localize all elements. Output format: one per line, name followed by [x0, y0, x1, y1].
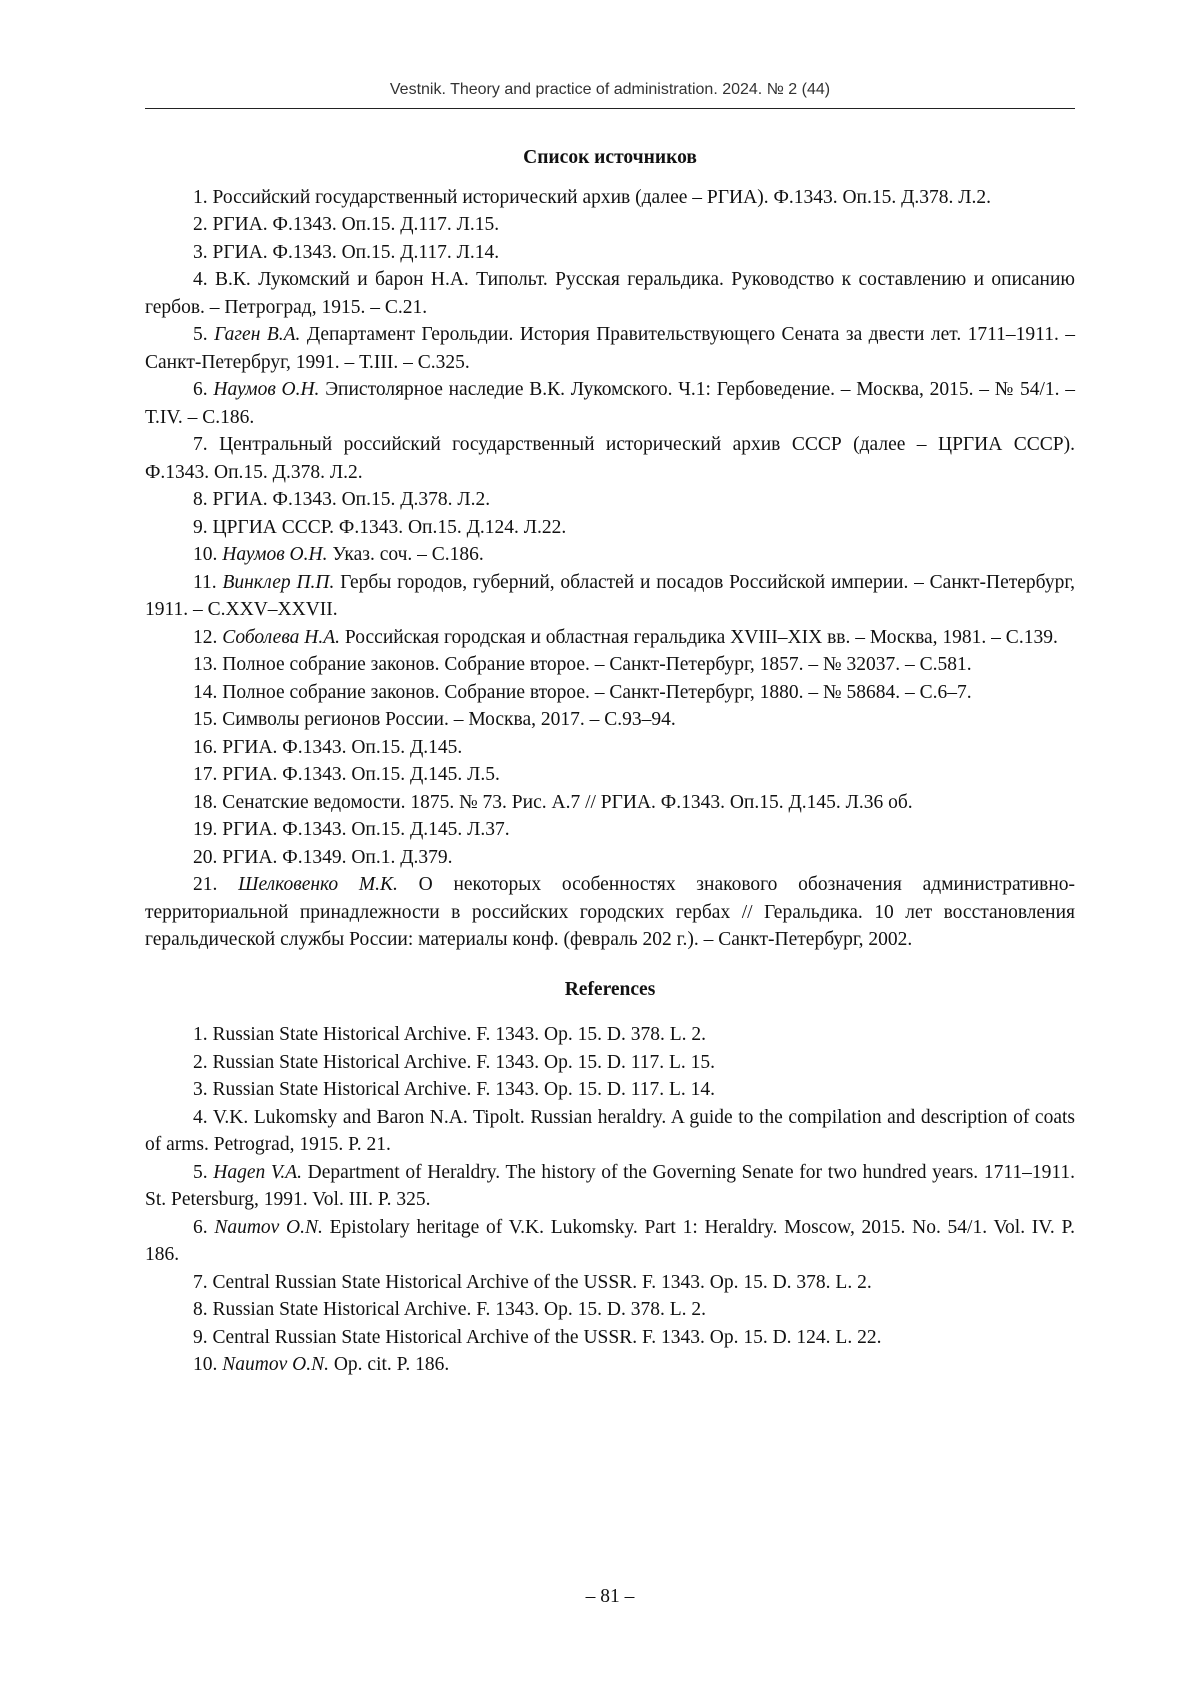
item-text: РГИА. Ф.1343. Оп.15. Д.145. — [222, 736, 463, 758]
item-number: 4. — [193, 1106, 208, 1128]
references-list — [145, 1021, 1075, 1379]
item-text: Сенатские ведомости. 1875. № 73. Рис. А.7 // РГИА. Ф.1343. Оп.15. Д.145. Л.36 об. — [222, 791, 913, 813]
item-text: О некоторых особенностях знакового обозначения административно-территориальной принадлежности в российских городских гербах // Геральдика. 10 лет восстановления геральдической службы России: материалы конф. (февраль 202 г.). – Санкт-Петербург, 2002. — [145, 874, 1076, 950]
item-text: В.К. Лукомский и барон Н.А. Типольт. Русская геральдика. Руководство к составлению и описанию гербов. – Петроград, 1915. – С.21. — [145, 269, 1075, 318]
item-number: 8. — [193, 489, 208, 510]
item-author: Наумов О.Н. — [213, 379, 320, 400]
item-text: Российский государственный исторический архив (далее – РГИА). Ф.1343. Оп.15. Д.378. Л.2. — [212, 186, 992, 208]
item-text: Central Russian State Historical Archive of the USSR. F. 1343. Op. 15. D. 124. L. 22. — [212, 1326, 882, 1348]
item-number: 15. — [193, 709, 218, 730]
item-number: 9. — [193, 1326, 208, 1348]
item-author: Naumov O.N. — [222, 1354, 329, 1375]
list-item — [145, 816, 1075, 844]
list-item — [145, 1021, 1075, 1049]
list-item — [145, 651, 1075, 679]
list-item — [145, 871, 1075, 954]
list-item — [145, 184, 1075, 212]
item-author: Гаген В.А. — [214, 324, 301, 345]
item-number: 4. — [193, 269, 208, 290]
list-item — [145, 789, 1075, 817]
item-number: 2. — [193, 1051, 208, 1073]
sources-heading: Список источников — [523, 147, 697, 168]
list-item — [145, 376, 1075, 431]
item-text: Полное собрание законов. Собрание второе. – Санкт-Петербург, 1880. – № 58684. – С.6–7. — [222, 681, 972, 703]
item-author: Соболева Н.А. — [222, 626, 341, 648]
item-number: 17. — [193, 764, 218, 785]
item-text: РГИА. Ф.1343. Оп.15. Д.145. Л.5. — [222, 764, 500, 785]
item-text: Central Russian State Historical Archive of the USSR. F. 1343. Op. 15. D. 378. L. 2. — [212, 1271, 872, 1293]
item-text: Department of Heraldry. The history of the Governing Senate for two hundred years. 1711–1911. St. Petersburg, 1991. Vol. III. P. 325. — [145, 1161, 1075, 1210]
item-text: РГИА. Ф.1343. Оп.15. Д.117. Л.15. — [212, 214, 500, 235]
item-number: 10. — [193, 1354, 218, 1375]
list-item — [145, 541, 1075, 569]
item-number: 5. — [193, 1161, 208, 1183]
list-item — [145, 1104, 1075, 1159]
item-author: Шелковенко М.К. — [238, 874, 398, 895]
list-item — [145, 514, 1075, 542]
list-item — [145, 624, 1075, 652]
header-divider — [145, 108, 1075, 109]
item-number: 8. — [193, 1299, 208, 1320]
item-number: 12. — [193, 626, 218, 648]
references-heading: References — [564, 978, 656, 1000]
item-text: ЦРГИА СССР. Ф.1343. Оп.15. Д.124. Л.22. — [212, 516, 567, 538]
item-text: Символы регионов России. – Москва, 2017. – С.93–94. — [222, 709, 676, 730]
list-item — [145, 1351, 1075, 1379]
item-number: 13. — [193, 654, 218, 675]
item-text: РГИА. Ф.1343. Оп.15. Д.145. Л.37. — [222, 819, 510, 840]
item-number: 3. — [193, 1079, 208, 1100]
list-item — [145, 706, 1075, 734]
list-item — [145, 1296, 1075, 1324]
list-item — [145, 1159, 1075, 1214]
item-text: Гербы городов, губерний, областей и посадов Российской империи. – Санкт-Петербург, 1911. – С.XXV–XXVII. — [145, 571, 1076, 620]
list-item — [145, 239, 1075, 267]
item-text: Российская городская и областная геральдика XVIII–XIX вв. – Москва, 1981. – С.139. — [344, 626, 1058, 648]
list-item — [145, 569, 1075, 624]
item-number: 10. — [193, 544, 218, 565]
item-text: Epistolary heritage of V.K. Lukomsky. Part 1: Heraldry. Moscow, 2015. No. 54/1. Vol. IV. P. 186. — [145, 1216, 1075, 1265]
list-item — [145, 431, 1075, 486]
item-number: 6. — [193, 379, 208, 400]
item-text: Russian State Historical Archive. F. 1343. Op. 15. D. 378. L. 2. — [212, 1024, 706, 1045]
list-item — [145, 761, 1075, 789]
item-text: V.K. Lukomsky and Baron N.A. Tipolt. Russian heraldry. A guide to the compilation and description of coats of arms. Petrograd, 1915. P. 21. — [145, 1106, 1075, 1155]
list-item — [145, 1049, 1075, 1077]
item-number: 20. — [193, 846, 218, 868]
item-text: РГИА. Ф.1343. Оп.15. Д.378. Л.2. — [212, 489, 491, 510]
item-number: 19. — [193, 819, 218, 840]
item-text: Полное собрание законов. Собрание второе. – Санкт-Петербург, 1857. – № 32037. – С.581. — [222, 654, 972, 675]
item-text: Russian State Historical Archive. F. 1343. Op. 15. D. 117. L. 14. — [212, 1079, 716, 1100]
item-author: Наумов О.Н. — [222, 544, 328, 565]
list-item — [145, 1269, 1075, 1297]
page-number: – 81 – — [585, 1586, 635, 1607]
item-text: Russian State Historical Archive. F. 1343. Op. 15. D. 378. L. 2. — [212, 1299, 706, 1320]
item-number: 5. — [193, 324, 208, 345]
item-text: Указ. соч. – С.186. — [332, 544, 484, 565]
list-item — [145, 1214, 1075, 1269]
item-text: РГИА. Ф.1349. Оп.1. Д.379. — [222, 846, 453, 868]
item-text: Op. cit. P. 186. — [333, 1354, 450, 1375]
item-number: 16. — [193, 736, 218, 758]
sources-list — [145, 184, 1075, 954]
item-number: 18. — [193, 791, 218, 813]
item-author: Hagen V.A. — [213, 1161, 302, 1183]
running-header: Vestnik. Theory and practice of administration. 2024. № 2 (44) — [389, 81, 831, 98]
item-number: 1. — [193, 1024, 208, 1045]
item-number: 7. — [193, 1271, 208, 1293]
item-text: РГИА. Ф.1343. Оп.15. Д.117. Л.14. — [212, 241, 500, 263]
item-number: 14. — [193, 681, 218, 703]
item-number: 9. — [193, 516, 208, 538]
item-number: 1. — [193, 186, 208, 208]
item-author: Naumov O.N. — [214, 1216, 323, 1238]
list-item — [145, 1076, 1075, 1104]
list-item — [145, 211, 1075, 239]
list-item — [145, 844, 1075, 872]
main-content — [145, 138, 1075, 1379]
item-number: 11. — [193, 571, 217, 593]
item-number: 7. — [193, 434, 208, 455]
item-number: 21. — [193, 874, 218, 895]
list-item — [145, 679, 1075, 707]
list-item — [145, 321, 1075, 376]
item-number: 2. — [193, 214, 208, 235]
list-item — [145, 486, 1075, 514]
item-text: Эпистолярное наследие В.К. Лукомского. Ч.1: Гербоведение. – Москва, 2015. – № 54/1. – Т.IV. – С.186. — [145, 379, 1076, 428]
item-number: 3. — [193, 241, 208, 263]
item-author: Винклер П.П. — [222, 571, 335, 593]
item-text: Департамент Герольдии. История Правительствующего Сената за двести лет. 1711–1911. – Санкт-Петербруг, 1991. – Т.III. – С.325. — [145, 324, 1076, 373]
list-item — [145, 1324, 1075, 1352]
list-item — [145, 266, 1075, 321]
item-number: 6. — [193, 1216, 208, 1238]
item-text: Центральный российский государственный исторический архив СССР (далее – ЦРГИА СССР). Ф.1343. Оп.15. Д.378. Л.2. — [145, 434, 1076, 483]
list-item — [145, 734, 1075, 762]
item-text: Russian State Historical Archive. F. 1343. Op. 15. D. 117. L. 15. — [212, 1051, 716, 1073]
